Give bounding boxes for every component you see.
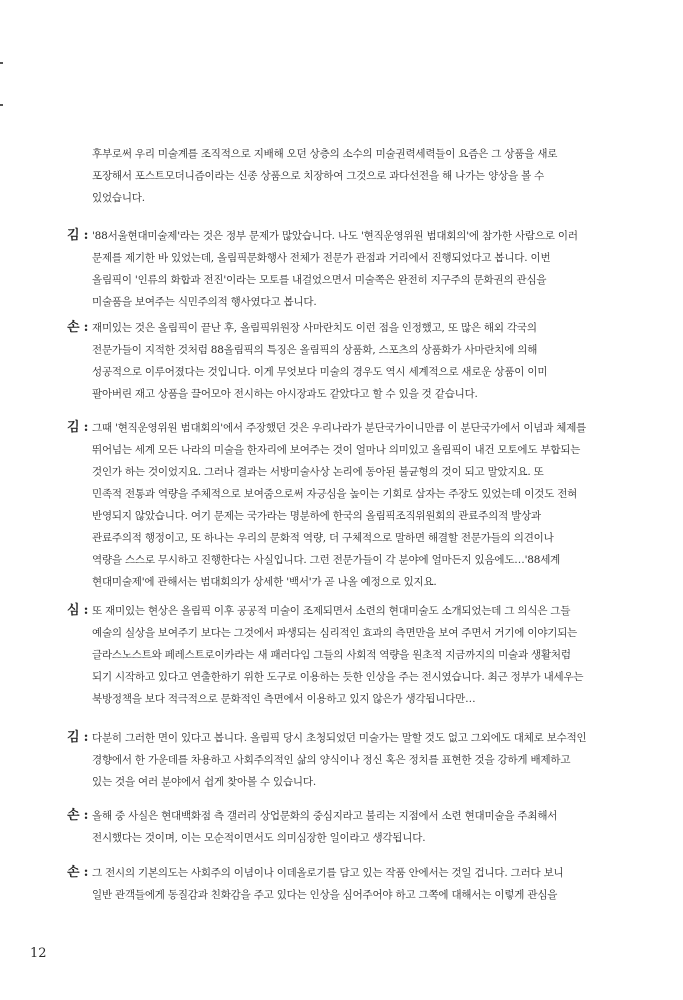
scan-edge-mark [0, 104, 3, 106]
dialogue-turn [67, 805, 683, 849]
text-line: 반영되지 않았습니다. 여기 문제는 국가라는 명분하에 한국의 올림픽조직위원회의 관료주의적 발상과 [92, 510, 541, 522]
text-line: 전문가들이 지적한 것처럼 88올림픽의 특징은 올림픽의 상품화, 스포츠의 상품화가 사마란치에 의해 [92, 344, 538, 356]
dialogue-turn [67, 417, 683, 593]
text-line: 또 재미있는 현상은 올림픽 이후 공공적 미술이 조제되면서 소련의 현대미술도 소개되었는데 그 의식은 그들 [92, 605, 571, 617]
dialogue-turn [67, 727, 683, 793]
dialogue-turn [67, 317, 683, 405]
text-line: 포장해서 포스트모더니즘이라는 신종 상품으로 치장하여 그것으로 과다선전을 해 나가는 양상을 볼 수 [92, 170, 545, 182]
text-line: 역량을 스스로 무시하고 진행한다는 사실입니다. 그런 전문가들이 각 분야에 얼마든지 있음에도…'88세계 [92, 554, 561, 566]
text-line: 팔아버린 재고 상품을 끌어모아 전시하는 아시장과도 같았다고 할 수 있을 것 같습니다. [92, 388, 478, 400]
text-line: 경향에서 한 가운데를 차용하고 사회주의적인 삶의 양식이나 정신 혹은 정치를 표현한 것을 강하게 배제하고 [92, 754, 571, 766]
scan-edge-mark [0, 62, 3, 64]
text-line: 그 전시의 기본의도는 사회주의 이념이나 이데올로기를 담고 있는 작품 안에서는 것일 겁니다. 그러다 보니 [92, 867, 564, 879]
text-line: 예술의 실상을 보여주기 보다는 그것에서 파생되는 심리적인 효과의 측면만을 보여 주면서 거기에 이야기되는 [92, 627, 578, 639]
text-line: 것인가 하는 것이었지요. 그러나 결과는 서방미술사상 논리에 동아된 불균형의 것이 되고 말았지요. 또 [92, 466, 544, 478]
text-line: 글라스노스트와 페레스트로이카라는 새 패러다임 그들의 사회적 역량을 원초적 지금까지의 미술과 생활처럼 [92, 649, 571, 661]
text-line: 북방정책을 보다 적극적으로 문화적인 측면에서 이용하고 있지 않은가 생각됩니다만… [92, 693, 476, 705]
speaker-label: 손 : [67, 865, 89, 880]
text-line: 올해 중 사실은 현대백화점 측 갤러리 상업문화의 중심지라고 불리는 지점에서 소련 현대미술을 주최해서 [92, 810, 558, 822]
paragraph-intro [92, 143, 683, 209]
text-line: 전시했다는 것이며, 이는 모순적이면서도 의미심장한 일이라고 생각됩니다. [92, 832, 426, 844]
text-line: 있었습니다. [92, 192, 145, 204]
text-line: 그때 '현직운영위원 범대회의'에서 주장했던 것은 우리나라가 분단국가이니만큼 이 분단국가에서 이념과 체제를 [92, 422, 587, 434]
speaker-label: 심 : [67, 603, 89, 618]
text-line: 뛰어넘는 세계 모든 나라의 미술을 한자리에 보여주는 것이 얼마나 의미있고 올림픽이 내건 모토에도 부합되는 [92, 444, 581, 456]
text-line: '88서울현대미술제'라는 것은 정부 문제가 많았습니다. 나도 '현직운영위원 범대회의'에 참가한 사람으로 이러 [92, 230, 578, 242]
text-line: 성공적으로 이루어졌다는 것입니다. 이게 무엇보다 미술의 경우도 역시 세계적으로 새로운 상품이 이미 [92, 366, 548, 378]
text-line: 민족적 전통과 역량을 주체적으로 보여줌으로써 자긍심을 높이는 기회로 삼자는 주장도 있었는데 이것도 전혀 [92, 488, 578, 500]
speaker-label: 김 : [67, 420, 89, 435]
text-line: 현대미술제'에 관해서는 범대회의가 상세한 '백서'가 곧 나올 예정으로 있지요. [92, 576, 437, 588]
dialogue-turn [67, 862, 683, 906]
text-line: 문제를 제기한 바 있었는데, 올림픽문화행사 전체가 전문가 관점과 거리에서 진행되었다고 봅니다. 이번 [92, 252, 551, 264]
text-line: 되기 시작하고 있다고 연출한하기 위한 도구로 이용하는 듯한 인상을 주는 전시였습니다. 최근 정부가 내세우는 [92, 671, 584, 683]
text-line: 일반 관객들에게 동질감과 친화감을 주고 있다는 인상을 심어주어야 하고 그쪽에 대해서는 이렇게 관심을 [92, 889, 558, 901]
text-line: 후부로써 우리 미술계를 조직적으로 지배해 오던 상층의 소수의 미술권력세력들이 요즘은 그 상품을 새로 [92, 148, 558, 160]
text-line: 있는 것을 여러 분야에서 쉽게 찾아볼 수 있습니다. [92, 776, 316, 788]
speaker-label: 손 : [67, 808, 89, 823]
dialogue-turn [67, 600, 683, 710]
text-line: 다분히 그러한 면이 있다고 봅니다. 올림픽 당시 초청되었던 미술가는 말할 것도 없고 그외에도 대체로 보수적인 [92, 732, 587, 744]
page-number: 12 [30, 946, 47, 961]
text-line: 미술품을 보여주는 식민주의적 행사였다고 봅니다. [92, 296, 317, 308]
speaker-label: 손 : [67, 320, 89, 335]
speaker-label: 김 : [67, 228, 89, 243]
text-line: 재미있는 것은 올림픽이 끝난 후, 올림픽위원장 사마란치도 이런 점을 인정했고, 또 많은 해외 각국의 [92, 322, 537, 334]
speaker-label: 김 : [67, 730, 89, 745]
text-line: 관료주의적 행정이고, 또 하나는 우리의 문화적 역량, 더 구체적으로 말하면 해결할 전문가들의 의견이나 [92, 532, 554, 544]
text-line: 올림픽이 '인류의 화합과 전진'이라는 모토를 내걸었으면서 미술쪽은 완전히 지구주의 문화권의 관심을 [92, 274, 547, 286]
dialogue-turn [67, 225, 683, 313]
